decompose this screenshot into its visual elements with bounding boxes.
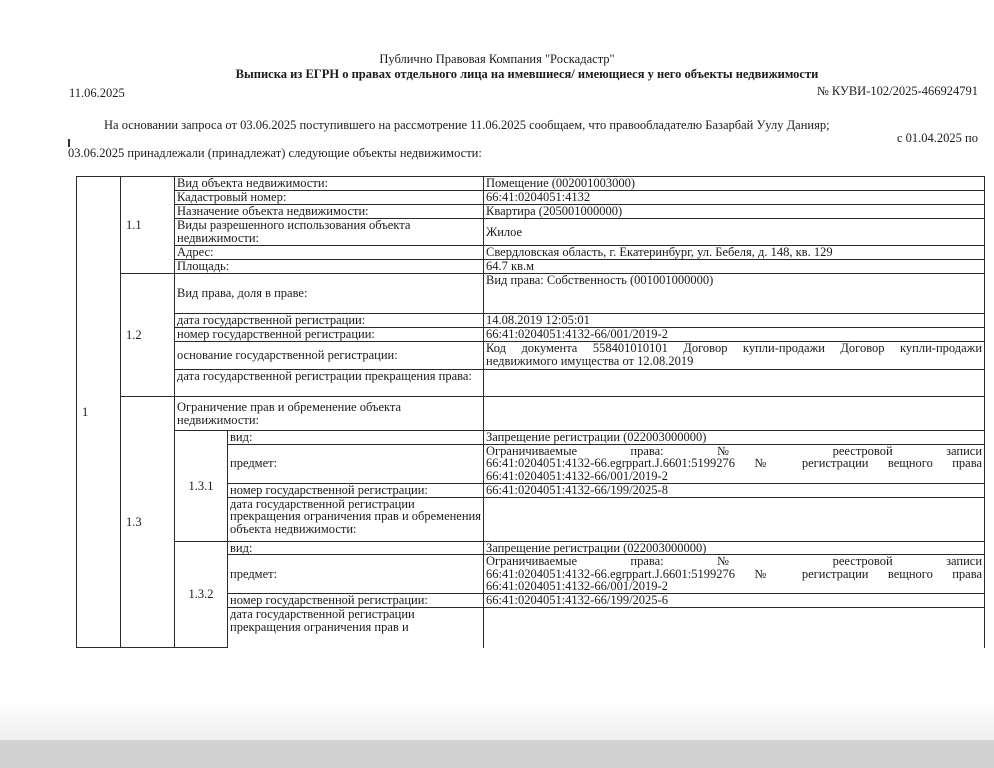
row-label: Вид объекта недвижимости: — [175, 177, 484, 191]
table-row — [77, 260, 985, 274]
row-label: номер государственной регистрации: — [228, 594, 484, 608]
table-row — [77, 177, 985, 191]
row-value: Запрещение регистрации (022003000000) — [484, 541, 985, 555]
row-label: номер государственной регистрации: — [228, 483, 484, 497]
company-name: Публично Правовая Компания "Роскадастр" — [379, 52, 615, 66]
row-label: Назначение объекта недвижимости: — [175, 205, 484, 219]
row-label: Адрес: — [175, 246, 484, 260]
document-title: Выписка из ЕГРН о правах отдельного лица на имевшиеся/ имеющиеся у него объекты недвижимости — [235, 67, 819, 81]
row-label: основание государственной регистрации: — [175, 342, 484, 370]
row-value: Запрещение регистрации (022003000000) — [484, 431, 985, 445]
row-value: Помещение (002001003000) — [484, 177, 985, 191]
row-value: 14.08.2019 12:05:01 — [484, 314, 985, 328]
table-row — [77, 314, 985, 328]
subject-line-3: 66:41:0204051:4132-66/001/2019-2 — [486, 468, 668, 483]
row-value: Вид права: Собственность (001001000000) — [484, 274, 985, 314]
row-label: дата государственной регистрации прекращения ограничения прав и — [228, 608, 484, 648]
subject-line-3: 66:41:0204051:4132-66/001/2019-2 — [486, 579, 668, 593]
table-row — [77, 328, 985, 342]
section-1-3-number: 1.3 — [121, 397, 175, 648]
row-value: 66:41:0204051:4132-66/199/2025-8 — [484, 483, 985, 497]
table-row — [77, 205, 985, 219]
row-value — [484, 608, 985, 648]
row-label: Площадь: — [175, 260, 484, 274]
row-value — [484, 370, 985, 397]
table-row — [77, 219, 985, 246]
row-value: Свердловская область, г. Екатеринбург, ул. Бебеля, д. 148, кв. 129 — [484, 246, 985, 260]
subject-line-2: 66:41:0204051:4132-66.egrppart.J.6601:5199276 № регистрации вещного права — [486, 456, 983, 470]
basis-line-2: недвижимого имущества от 12.08.2019 — [486, 353, 694, 368]
table-row — [77, 274, 985, 314]
table-row — [77, 246, 985, 260]
row-value — [484, 342, 985, 370]
intro-line-3: 03.06.2025 принадлежали (принадлежат) следующие объекты недвижимости: — [68, 146, 482, 160]
table-row — [77, 431, 985, 445]
row-value — [484, 497, 985, 541]
row-label: дата государственной регистрации прекращения права: — [175, 370, 484, 397]
row-label: предмет: — [228, 555, 484, 594]
row-value: 66:41:0204051:4132-66/001/2019-2 — [484, 328, 985, 342]
row-label: номер государственной регистрации: — [175, 328, 484, 342]
table-row — [77, 342, 985, 370]
scan-fade — [0, 700, 994, 740]
table-row — [77, 191, 985, 205]
row-label: предмет: — [228, 444, 484, 483]
row-label: вид: — [228, 431, 484, 445]
table-row — [77, 370, 985, 397]
row-value: 66:41:0204051:4132-66/199/2025-6 — [484, 594, 985, 608]
intro-line-1: На основании запроса от 03.06.2025 поступившего на рассмотрение 11.06.2025 сообщаем, что правообладателю Базарбай Уулу Данияр; — [104, 118, 830, 132]
row-value: Квартира (205001000000) — [484, 205, 985, 219]
row-label: Вид права, доля в праве: — [175, 274, 484, 314]
document-date: 11.06.2025 — [69, 86, 125, 100]
basis-line-1: Код документа 558401010101 Договор купли-продажи Договор купли-продажи — [486, 341, 983, 355]
row-value — [484, 555, 985, 594]
section-1-1-number: 1.1 — [121, 177, 175, 274]
sub-1-3-2-number: 1.3.2 — [175, 541, 228, 648]
table-row — [77, 541, 985, 555]
subject-line-2: 66:41:0204051:4132-66.egrppart.J.6601:5199276 № регистрации вещного права — [486, 566, 983, 581]
row-value: 64.7 кв.м — [484, 260, 985, 274]
row-value — [484, 444, 985, 483]
row-label: Виды разрешенного использования объекта недвижимости: — [175, 219, 484, 246]
document-number: № КУВИ-102/2025-466924791 — [816, 84, 978, 98]
row-value: 66:41:0204051:4132 — [484, 191, 985, 205]
subject-line-1: Ограничиваемые права: № реестровой записи — [486, 444, 983, 458]
row-value — [484, 397, 985, 431]
section-1-2-number: 1.2 — [121, 274, 175, 397]
item-number: 1 — [77, 177, 121, 648]
subject-line-1: Ограничиваемые права: № реестровой записи — [486, 554, 983, 568]
property-table — [76, 176, 985, 648]
row-value: Жилое — [484, 219, 985, 246]
sub-1-3-1-number: 1.3.1 — [175, 431, 228, 542]
table-row — [77, 397, 985, 431]
intro-line-2: с 01.04.2025 по — [897, 131, 978, 145]
row-label: дата государственной регистрации: — [175, 314, 484, 328]
scan-bottom-edge — [0, 740, 994, 768]
row-label: Кадастровый номер: — [175, 191, 484, 205]
row-label: дата государственной регистрации прекращения ограничения прав и обременения объекта недвижимости: — [228, 497, 484, 541]
row-label: вид: — [228, 541, 484, 555]
section-1-3-title: Ограничение прав и обременение объекта недвижимости: — [175, 397, 484, 431]
